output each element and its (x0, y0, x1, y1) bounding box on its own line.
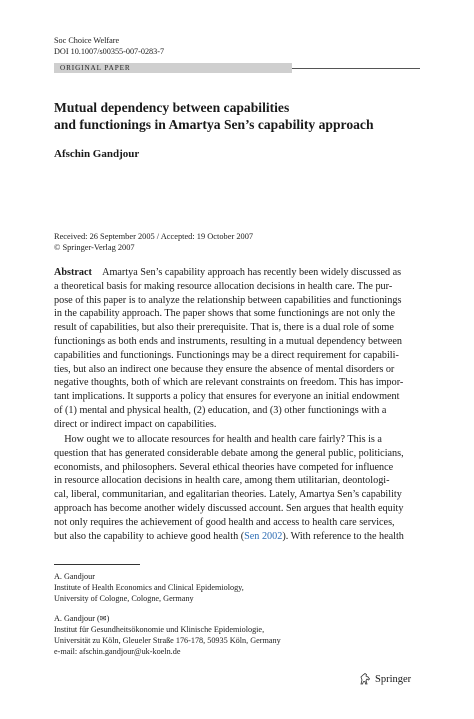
abstract-label: Abstract (54, 267, 92, 278)
abstract-line: pose of this paper is to analyze the relationship between capabilities and functionings (54, 294, 402, 306)
abstract-line: a theoretical basis for making resource allocation decisions in health care. The pur- (54, 280, 393, 292)
intro-line: not only requires the achievement of good health and access to health care services, (54, 516, 395, 528)
affiliation-line: Institute of Health Economics and Clinical Epidemiology, (54, 583, 244, 592)
intro-line: in resource allocation decisions in health care, among them utilitarian, deontologi- (54, 475, 390, 487)
email[interactable]: e-mail: afschin.gandjour@uk-koeln.de (54, 647, 181, 656)
affiliation-author: A. Gandjour (✉) (54, 614, 110, 623)
doi: DOI 10.1007/s00355-007-0283-7 (54, 47, 165, 56)
title-line-2: and functionings in Amartya Sen’s capability approach (54, 117, 374, 132)
affiliation-line: University of Cologne, Cologne, Germany (54, 594, 194, 603)
abstract-line: negative thoughts, both of which are relevant constraints on freedom. This has impor- (54, 377, 404, 389)
article-title (54, 99, 434, 133)
springer-horse-icon (358, 672, 372, 686)
affiliation-line: Institut für Gesundheitsökonomie und Klinische Epidemiologie, (54, 625, 265, 634)
journal-name: Soc Choice Welfare (54, 36, 120, 45)
publisher-logo (358, 672, 411, 686)
intro-line: How ought we to allocate resources for health and health care fairly? This is a (64, 434, 382, 445)
affiliation-1 (54, 571, 244, 604)
affiliation-author: A. Gandjour (54, 572, 95, 581)
intro-line: but also the capability to achieve good health (Sen 2002). With reference to the health (54, 530, 404, 542)
article-type-banner: ORIGINAL PAPER (54, 63, 292, 73)
publisher-name: Springer (375, 673, 412, 685)
intro-line: cal, liberal, communitarian, and egalitarian theories. Lately, Amartya Sen’s capability (54, 489, 402, 501)
abstract-line: direct or indirect impact on capabilities. (54, 418, 217, 430)
abstract-line: tant implications. It supports a policy that ensures for everyone an initial endowment (54, 391, 400, 403)
abstract-line: capabilities and functionings. Functionings may be a direct requirement for capabili- (54, 349, 399, 361)
intro-line: approach has become another widely discussed account. Sen argues that health equity (54, 502, 404, 514)
title-line-1: Mutual dependency between capabilities (54, 100, 290, 115)
affiliation-2 (54, 613, 281, 657)
abstract-line: Abstract Amartya Sen’s capability approach has recently been widely discussed as (54, 267, 402, 278)
abstract-line: ties, but also an indirect one because they ensure the absence of mental disorders or (54, 363, 395, 375)
copyright: © Springer-Verlag 2007 (54, 243, 135, 252)
footnote-rule (54, 564, 140, 565)
abstract (54, 266, 420, 432)
dates-block (54, 231, 253, 253)
abstract-line: of (1) mental and physical health, (2) education, and (3) other functionings with a (54, 404, 387, 416)
intro-paragraph (54, 433, 420, 543)
citation-link[interactable]: Sen 2002 (244, 530, 283, 542)
author-name: Afschin Gandjour (54, 148, 140, 160)
banner-rule (292, 68, 420, 69)
abstract-line: in the capability approach. The paper shows that some functionings are not only the (54, 308, 396, 320)
received-accepted: Received: 26 September 2005 / Accepted: 19 October 2007 (54, 232, 254, 241)
intro-line: economists, and philosophers. Several ethical theories have competed for influence (54, 461, 394, 473)
journal-header (54, 35, 164, 57)
affiliation-line: Universität zu Köln, Gleueler Straße 176-178, 50935 Köln, Germany (54, 636, 281, 645)
abstract-line: result of capabilities, but also their prerequisite. That is, there is a dual role of some (54, 322, 394, 334)
intro-line: question that has generated considerable debate among the general public, politicians, (54, 447, 404, 459)
abstract-line: functionings as both ends and instruments, resulting in a mutual dependency between (54, 335, 402, 347)
